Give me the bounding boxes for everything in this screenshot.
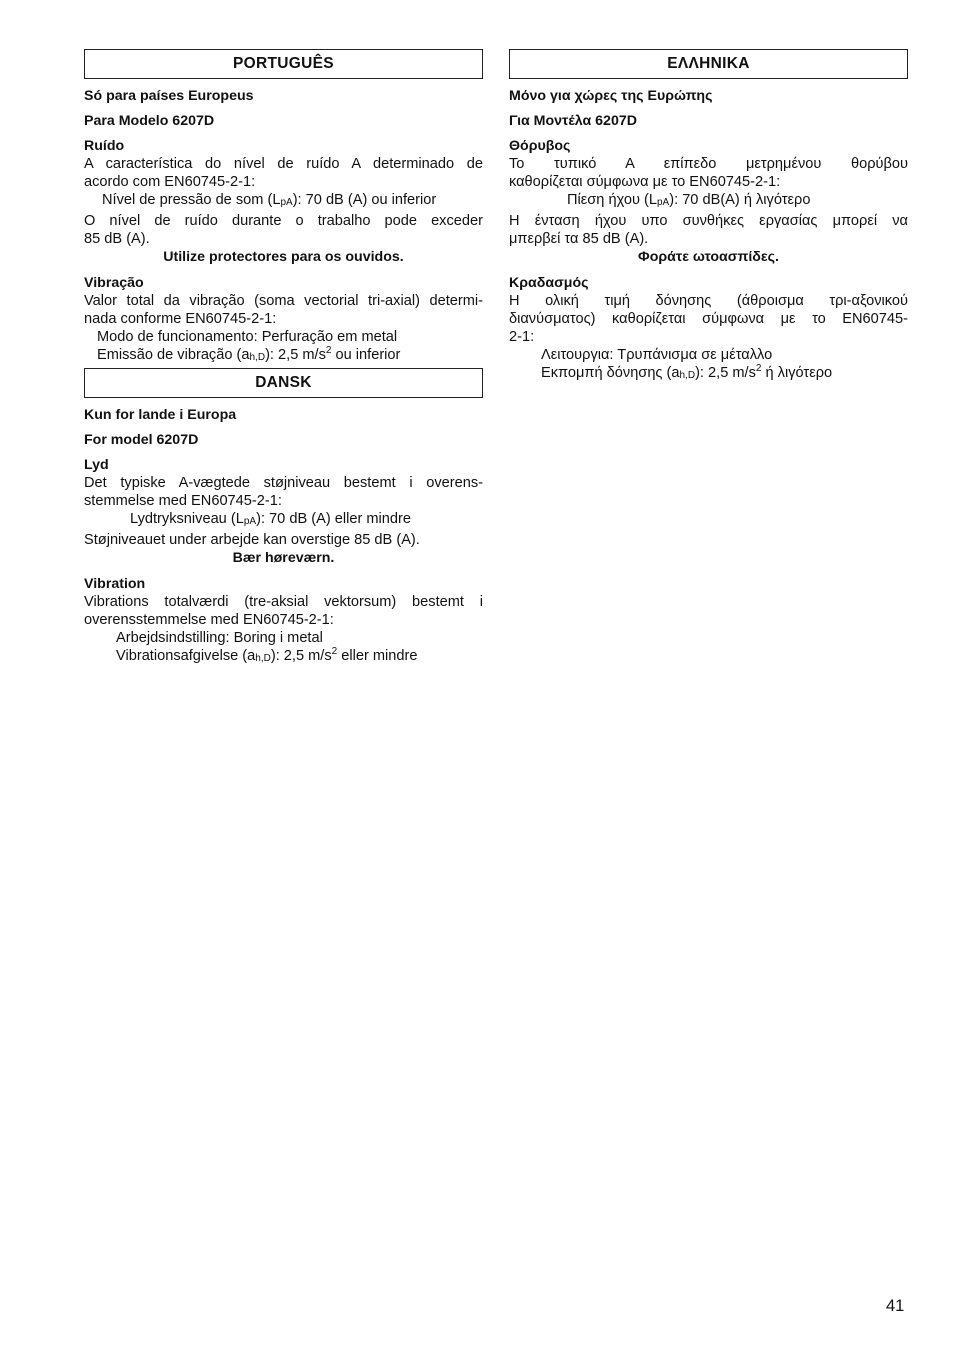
vibration-text-line: διανύσματος) καθορίζεται σύμφωνα με το EN60745- bbox=[509, 311, 908, 327]
section-title: PORTUGUÊS bbox=[233, 55, 334, 72]
work-mode-line: Λειτουργια: Τρυπάνισμα σε μέταλλο bbox=[541, 347, 773, 363]
sound-pressure-line: Πίεση ήχου $(L_{pA})$: 70 dB(A) ή λιγότερο bbox=[567, 192, 811, 208]
section-title: ΕΛΛΗΝΙΚΑ bbox=[667, 55, 750, 72]
only-europe-line: Kun for lande i Europa bbox=[84, 407, 237, 423]
work-mode-line: Modo de funcionamento: Perfuração em metal bbox=[97, 329, 398, 345]
right-column bbox=[509, 49, 908, 385]
only-europe-line: Só para países Europeus bbox=[84, 88, 254, 104]
vibration-text-line: Vibrations totalværdi (tre-aksial vektorsum) bestemt i bbox=[84, 594, 483, 610]
vibration-text-line: nada conforme EN60745-2-1: bbox=[84, 311, 277, 327]
noise-text-line: Det typiske A-vægtede støjniveau bestemt i overens- bbox=[84, 475, 483, 491]
model-line: Para Modelo 6207D bbox=[84, 113, 215, 129]
ear-protection-warning: Φοράτε ωτοασπίδες. bbox=[638, 249, 779, 265]
vibration-heading: Vibração bbox=[84, 275, 144, 291]
noise-heading: Θόρυβος bbox=[509, 138, 571, 154]
noise-exceed-line: Η ένταση ήχου υπο συνθήκες εργασίας μπορεί να bbox=[509, 213, 908, 229]
vibration-heading: Vibration bbox=[84, 576, 146, 592]
section-header-danish bbox=[84, 368, 483, 398]
noise-text-line: A característica do nível de ruído A determinado de bbox=[84, 156, 483, 172]
noise-heading: Lyd bbox=[84, 457, 109, 473]
model-line: For model 6207D bbox=[84, 432, 199, 448]
left-column bbox=[84, 49, 483, 668]
vibration-emission-line: Emissão de vibração $(a_{h,D})$: 2,5 $m/s^2$ ou inferior bbox=[97, 345, 401, 363]
vibration-text-line: Valor total da vibração (soma vectorial tri-axial) determi- bbox=[84, 293, 483, 309]
only-europe-line: Μόνο για χώρες της Ευρώπης bbox=[509, 88, 713, 104]
ear-protection-warning: Utilize protectores para os ouvidos. bbox=[163, 249, 404, 265]
page-number: 41 bbox=[886, 1297, 905, 1315]
vibration-text-line: 2-1: bbox=[509, 329, 535, 345]
noise-text-line: acordo com EN60745-2-1: bbox=[84, 174, 256, 190]
sound-pressure-line: Lydtryksniveau $(L_{pA})$: 70 dB (A) eller mindre bbox=[130, 511, 411, 527]
vibration-text-line: Η ολική τιμή δόνησης (άθροισμα τρι-αξονικού bbox=[509, 293, 908, 309]
section-title: DANSK bbox=[255, 374, 312, 391]
noise-heading: Ruído bbox=[84, 138, 125, 154]
vibration-emission-line: Vibrationsafgivelse $(a_{h,D})$: 2,5 $m/s^2$ eller mindre bbox=[116, 646, 418, 664]
ear-protection-warning: Bær høreværn. bbox=[232, 550, 335, 566]
model-line: Για Μοντέλα 6207D bbox=[509, 113, 637, 129]
noise-text-line: Το τυπικό Α επίπεδο μετρημένου θορύβου bbox=[509, 156, 908, 172]
vibration-text-line: overensstemmelse med EN60745-2-1: bbox=[84, 612, 334, 628]
noise-exceed-line: O nível de ruído durante o trabalho pode exceder bbox=[84, 213, 483, 229]
sound-pressure-line: Nível de pressão de som $(L_{pA})$: 70 dB (A) ou inferior bbox=[102, 192, 437, 208]
section-header-portuguese bbox=[84, 49, 483, 79]
vibration-heading: Κραδασμός bbox=[509, 275, 589, 291]
section-header-greek bbox=[509, 49, 908, 79]
noise-text-line: stemmelse med EN60745-2-1: bbox=[84, 493, 282, 509]
noise-exceed-line: Støjniveauet under arbejde kan overstige 85 dB (A). bbox=[84, 532, 420, 548]
work-mode-line: Arbejdsindstilling: Boring i metal bbox=[116, 630, 323, 646]
noise-exceed-line: 85 dB (A). bbox=[84, 231, 150, 247]
vibration-emission-line: Εκπομπή δόνησης $(a_{h,D})$: 2,5 $m/s^2$ ή λιγότερο bbox=[541, 363, 833, 381]
noise-text-line: καθορίζεται σύμφωνα με το EN60745-2-1: bbox=[509, 174, 781, 190]
noise-exceed-line: μπερβεί τα 85 dB (A). bbox=[509, 231, 649, 247]
